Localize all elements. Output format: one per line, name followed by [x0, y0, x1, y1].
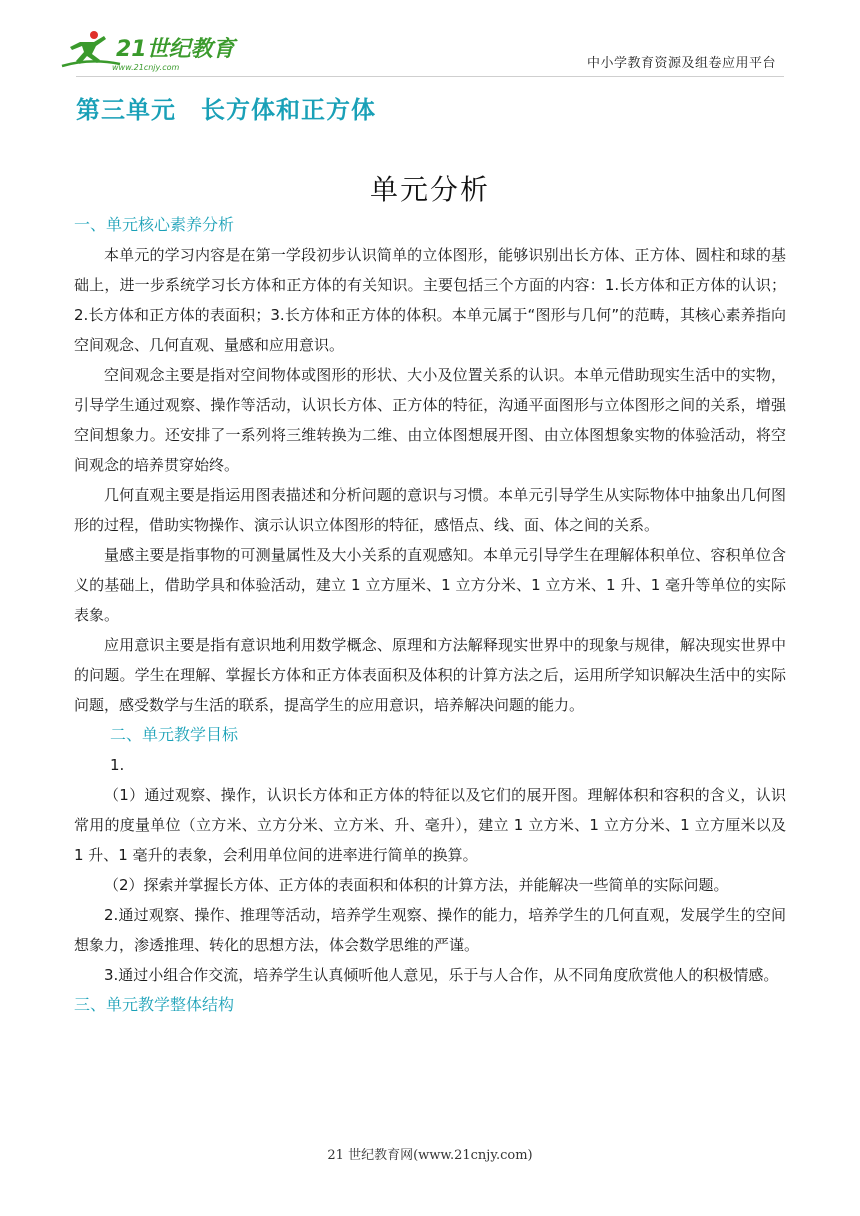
header-divider [76, 76, 784, 77]
section-heading-3: 三、单元教学整体结构 [74, 995, 235, 1014]
logo-text: 21世纪教育 [116, 37, 235, 62]
analysis-title: 单元分析 [369, 173, 490, 206]
page-footer[interactable]: 21 世纪教育网(www.21cnjy.com) [327, 1148, 533, 1163]
site-logo[interactable] [60, 28, 260, 76]
document-body [74, 210, 786, 1020]
paragraph: 3.通过小组合作交流，培养学生认真倾听他人意见，乐于与人合作，从不同角度欣赏他人的积极情感。 [104, 966, 779, 984]
paragraph: （2）探索并掌握长方体、正方体的表面积和体积的计算方法，并能解决一些简单的实际问题。 [104, 876, 729, 894]
paragraph: 空间观念主要是指对空间物体或图形的形状、大小及位置关系的认识。本单元借助现实生活中的实物，引导学生通过观察、操作等活动，认识长方体、正方体的特征，沟通平面图形与立体图形之间的关系，增强空间想象力。还安排了一系列将三维转换为二维、由立体图想展开图、由立体图想象实物的体验活动，将空间观念的培养贯穿始终。 [74, 366, 786, 474]
logo-url: www.21cnjy.com [112, 63, 180, 72]
paragraph: 2.通过观察、操作、推理等活动，培养学生观察、操作的能力，培养学生的几何直观，发展学生的空间想象力，渗透推理、转化的思想方法，体会数学思维的严谨。 [74, 906, 786, 954]
paragraph: 几何直观主要是指运用图表描述和分析问题的意识与习惯。本单元引导学生从实际物体中抽象出几何图形的过程，借助实物操作、演示认识立体图形的特征，感悟点、线、面、体之间的关系。 [74, 486, 786, 534]
unit-title: 第三单元 长方体和正方体 [76, 96, 376, 124]
list-number: 1. [110, 756, 125, 774]
page-header [0, 0, 860, 80]
paragraph: （1）通过观察、操作，认识长方体和正方体的特征以及它们的展开图。理解体积和容积的含义，认识常用的度量单位（立方米、立方分米、立方米、升、毫升），建立 1 立方米、1 立方分米、1 立方厘米以及 1 升、1 毫升的表象，会利用单位间的进率进行简单的换算。 [74, 786, 786, 864]
paragraph: 本单元的学习内容是在第一学段初步认识简单的立体图形，能够识别出长方体、正方体、圆柱和球的基础上，进一步系统学习长方体和正方体的有关知识。主要包括三个方面的内容：1.长方体和正方体的认识；2.长方体和正方体的表面积；3.长方体和正方体的体积。本单元属于“图形与几何”的范畴，其核心素养指向空间观念、几何直观、量感和应用意识。 [74, 246, 786, 354]
paragraph: 应用意识主要是指有意识地利用数学概念、原理和方法解释现实世界中的现象与规律，解决现实世界中的问题。学生在理解、掌握长方体和正方体表面积及体积的计算方法之后，运用所学知识解决生活中的实际问题，感受数学与生活的联系，提高学生的应用意识，培养解决问题的能力。 [74, 636, 786, 714]
section-heading-1: 一、单元核心素养分析 [74, 215, 235, 234]
section-heading-2: 二、单元教学目标 [110, 725, 239, 744]
paragraph: 量感主要是指事物的可测量属性及大小关系的直观感知。本单元引导学生在理解体积单位、容积单位含义的基础上，借助学具和体验活动，建立 1 立方厘米、1 立方分米、1 立方米、1 升、1 毫升等单位的实际表象。 [74, 546, 786, 624]
logo-runner-icon [60, 28, 260, 76]
platform-name: 中小学教育资源及组卷应用平台 [586, 56, 776, 71]
